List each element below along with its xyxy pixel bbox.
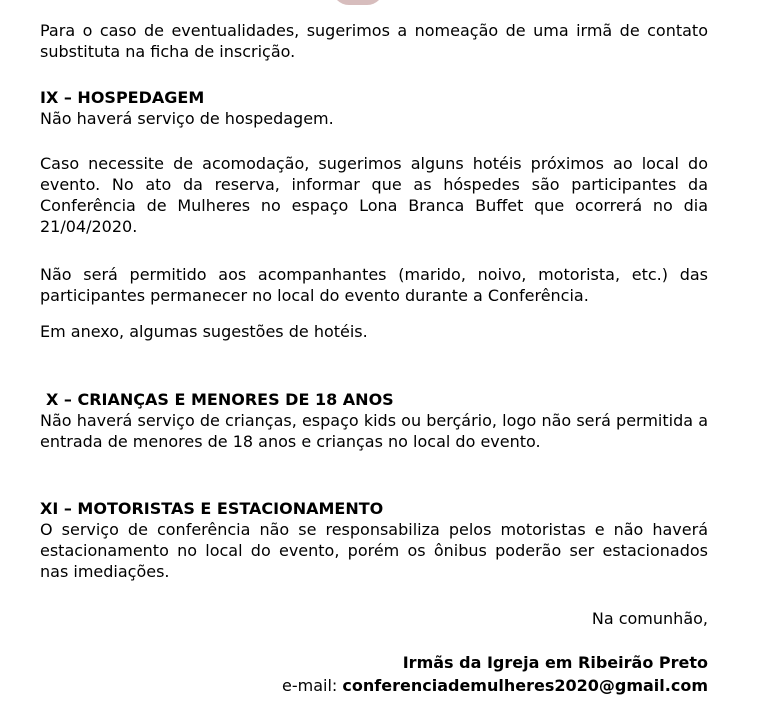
section-ix-paragraph-1: Não haverá serviço de hospedagem.	[40, 109, 334, 128]
section-x-heading: X – CRIANÇAS E MENORES DE 18 ANOS	[46, 390, 394, 409]
section-ix-paragraph-4: Em anexo, algumas sugestões de hotéis.	[40, 322, 368, 341]
email-label: e-mail:	[282, 676, 343, 695]
email-line	[282, 675, 708, 696]
section-ix-paragraph-2: Caso necessite de acomodação, sugerimos alguns hotéis próximos ao local do evento. No ato da reserva, informar que as hóspedes são participantes da Conferência de Mulheres no espaço Lona Branca Buffet que ocorrerá no dia 21/04/2020.	[40, 154, 708, 236]
email-address: conferenciademulheres2020@gmail.com	[342, 676, 708, 695]
intro-paragraph: Para o caso de eventualidades, sugerimos a nomeação de uma irmã de contato substituta na ficha de inscrição.	[40, 21, 708, 61]
document-page	[40, 0, 708, 725]
section-ix-heading: IX – HOSPEDAGEM	[40, 88, 205, 107]
section-x-paragraph: Não haverá serviço de crianças, espaço kids ou berçário, logo não será permitida a entrada de menores de 18 anos e crianças no local do evento.	[40, 411, 708, 451]
top-logo-fragment	[332, 0, 384, 5]
closing-text: Na comunhão,	[591, 609, 708, 628]
signature: Irmãs da Igreja em Ribeirão Preto	[402, 653, 708, 672]
section-xi-heading: XI – MOTORISTAS E ESTACIONAMENTO	[40, 499, 384, 518]
section-ix-paragraph-3: Não será permitido aos acompanhantes (marido, noivo, motorista, etc.) das participantes permanecer no local do evento durante a Conferência.	[40, 265, 708, 305]
section-xi-paragraph: O serviço de conferência não se responsabiliza pelos motoristas e não haverá estacionamento no local do evento, porém os ônibus poderão ser estacionados nas imediações.	[40, 520, 708, 581]
